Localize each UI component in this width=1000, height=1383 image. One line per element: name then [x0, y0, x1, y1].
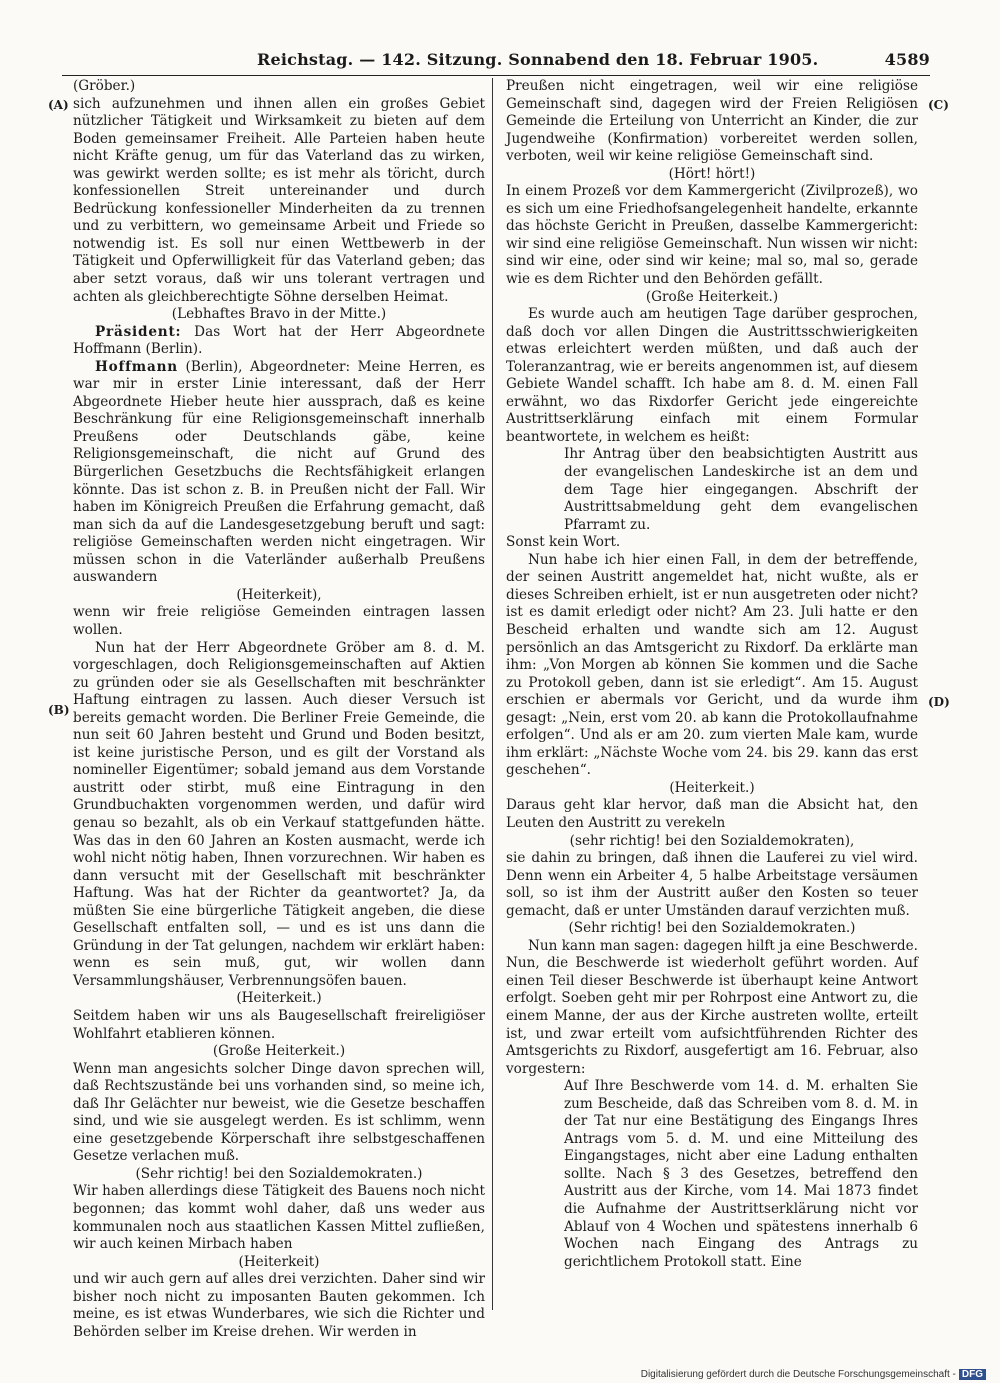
paragraph: Es wurde auch am heutigen Tage darüber gesprochen, daß doch vor allen Dingen die Austrittsschwierigkeiten etwas erleichtert werden müßten, und daß auch der Toleranzantrag, wie er bereits angenommen ist, auf diesem Gebiete Wandel schafft. Ich habe am 8. d. M. einen Fall erwähnt, wo das Rixdorfer Gericht jede eingereichte Austrittserklärung einfach mit einem Formular beantwortete, in welchem es heißt: — [506, 306, 918, 445]
interjection: (Sehr richtig! bei den Sozialdemokraten.) — [135, 1165, 423, 1182]
paragraph: (Gröber.) — [73, 78, 136, 94]
quoted-passage: Auf Ihre Beschwerde vom 14. d. M. erhalten Sie zum Bescheide, daß das Schreiben vom 8. d. M. in der Tat nur eine Bestätigung des Eingangs Ihres Antrags vom 5. d. M. und eine Mitteilung des Eingangstages, nicht aber eine Ladung enthalten sollte. Nach § 3 des Gesetzes, betreffend den Austritt aus der Kirche, vom 14. Mai 1873 findet die Aufnahme der Austrittserklärung nicht vor Ablauf von 4 Wochen und spätestens innerhalb 6 Wochen nach Eingang des Antrags zu gerichtlichem Protokoll statt. Eine — [564, 1078, 918, 1270]
footer-credit — [641, 1369, 986, 1380]
quoted-passage: Ihr Antrag über den beabsichtigten Austritt aus der evangelischen Landeskirche ist an dem und dem Tage hier eingegangen. Abschrift der Austrittsabmeldung geht dem evangelischen Pfarramt zu. — [564, 446, 918, 533]
paragraph: Nun kann man sagen: dagegen hilft ja eine Beschwerde. Nun, die Beschwerde ist wiederholt geführt worden. Auf einen Teil dieser Beschwerde ist überhaupt keine Antwort erfolgt. Soeben geht mir per Rohrpost eine Antwort zu, die einem Manne, der aus der Kirche austreten wollte, erteilt ist, und zwar erteilt vom aufsichtführenden Richter des Amtsgerichts zu Rixdorf, ausgefertigt am 16. Februar, also vorgestern: — [506, 937, 918, 1077]
header-rule — [62, 75, 930, 76]
speaker-paragraph — [73, 359, 485, 587]
interjection: (Lebhaftes Bravo in der Mitte.) — [171, 306, 387, 323]
interjection: (Hört! hört!) — [668, 165, 756, 182]
interjection: (Heiterkeit), — [236, 586, 322, 603]
page-number: 4589 — [884, 50, 930, 69]
speaker-name: Hoffmann — [95, 358, 178, 375]
margin-marker-c: (C) — [928, 98, 949, 112]
speaker-paragraph — [73, 324, 485, 359]
running-title: Reichstag. — 142. Sitzung. Sonnabend den 18. Februar 1905. — [257, 50, 819, 69]
paragraph: wenn wir freie religiöse Gemeinden eintragen lassen wollen. — [73, 604, 485, 638]
footer-text: Digitalisierung gefördert durch die Deutsche Forschungsgemeinschaft - — [640, 1369, 956, 1380]
paragraph: In einem Prozeß vor dem Kammergericht (Zivilprozeß), wo es sich um eine Friedhofsangelegenheit handelte, erkannte das höchste Gericht in Preußen, dasselbe Kammergericht: wir sind eine religiöse Gemeinschaft. Nun wissen wir nicht: sind wir eine, oder sind wir keine; mal so, mal so, gerade wie es dem Richter und den Behörden gefällt. — [506, 183, 918, 288]
interjection: (sehr richtig! bei den Sozialdemokraten), — [569, 832, 855, 849]
right-column — [506, 78, 918, 1271]
paragraph: Nun habe ich hier einen Fall, in dem der betreffende, der seinen Austritt angemeldet hat, nicht wußte, als er dieses Schreiben erhielt, ist er nun ausgetreten oder nicht? ist es damit erledigt oder nicht? Am 23. Juli hatte er den Bescheid erhalten und wandte sich am 12. August persönlich an das Amtsgericht zu Rixdorf. Da erklärte man ihm: „Von Morgen ab können Sie kommen und die Sache zu Protokoll geben, dann ist sie erledigt“. Am 15. August erschien er abermals vor Gericht, und da wurde ihm gesagt: „Nein, erst vom 20. ab kann die Protokollaufnahme erfolgen“. Und als er am 20. zum vierten Male kam, wurde ihm erklärt: „Nächste Woche vom 24. bis 29. kann das erst geschehen“. — [506, 551, 918, 779]
speech-text: Das Wort hat der Herr Abgeordnete Hoffmann (Berlin). — [73, 323, 485, 358]
paragraph: und wir auch gern auf alles drei verzichten. Daher sind wir bisher noch nicht zu imposanten Bauten gekommen. Ich meine, es ist etwas Wunderbares, wie sich die Richter und Behörden selber im Kreise drehen. Wir werden in — [73, 1271, 485, 1340]
column-divider — [492, 78, 493, 1310]
paragraph: Preußen nicht eingetragen, weil wir eine religiöse Gemeinschaft sind, dagegen wird der Freien Religiösen Gemeinde die Erteilung von Unterricht an Kinder, die zur Jugendweihe (Konfirmation) vorbereitet werden sollen, verboten, weil wir keine religiöse Gemeinschaft sind. — [506, 78, 918, 165]
paragraph: Seitdem haben wir uns als Baugesellschaft freireligiöser Wohlfahrt etablieren können. — [73, 1007, 485, 1042]
paragraph: Wenn man angesichts solcher Dinge davon sprechen will, daß Rechtszustände bei uns vorhanden sind, so meine ich, daß Ihr Gelächter nur beweist, wie die Gesetze beschaffen sind, und wie sie ausgelegt werden. Es ist schlimm, wenn eine gesetzgebende Körperschaft ihre selbstgeschaffenen Gesetze verlachen muß. — [73, 1060, 485, 1165]
dfg-logo: DFG — [959, 1369, 986, 1380]
paragraph: sich aufzunehmen und ihnen allen ein großes Gebiet nützlicher Tätigkeit und Wirksamkeit zu bieten auf dem Boden gemeinsamer Freiheit. Alle Parteien haben heute nicht Kräfte genug, um für das Vaterland das zu wirken, was gewirkt werden sollte; es ist mehr als töricht, durch konfessionellen Streit untereinander und durch Bedrückung konfessioneller Minderheiten da zu trennen und zu verbittern, wo gemeinsame Arbeit und Friede so notwendig ist. Es soll nur einen Wettbewerb in der Tätigkeit und Opferwilligkeit für das Vaterland geben; das aber setzt voraus, daß wir uns tolerant vertragen und achten als gleichberechtigte Söhne derselben Heimat. — [73, 95, 485, 305]
speech-text: (Berlin), Abgeordneter: Meine Herren, es war mir in erster Linie interessant, daß der Herr Abgeordnete Hieber heute hier aussprach, daß es keine Beschränkung für eine Religionsgemeinschaft innerhalb Preußens oder Deutschlands gäbe, keine Religionsgemeinschaft, die nicht auf Grund des Bürgerlichen Gesetzbuchs die Rechtsfähigkeit erlangen könnte. Das ist schon z. B. in Preußen nicht der Fall. Wir haben im Königreich Preußen die Erfahrung gemacht, daß man sich da auf die Landesgesetzgebung beruft und sagt: religiöse Gemeinschaften werden nicht eingetragen. Wir müssen schon in die Vaterländer außerhalb Preußens auswandern — [73, 358, 485, 586]
paragraph: Nun hat der Herr Abgeordnete Gröber am 8. d. M. vorgeschlagen, doch Religionsgemeinschaften auf Aktien zu gründen oder sie als Gesellschaften mit beschränkter Haftung eintragen zu lassen. Auch dieser Versuch ist bereits gemacht worden. Die Berliner Freie Gemeinde, die nun seit 60 Jahren besteht und Grund und Boden besitzt, ist keine juristische Person, und es gilt der Vorstand als nomineller Eigentümer; sobald jemand aus dem Vorstande austritt oder stirbt, muß eine Eintragung in den Grundbuchakten vorgenommen werden, und dafür wird genau so bezahlt, als ob ein Verkauf stattgefunden hätte. Was das in den 60 Jahren an Kosten ausmacht, werde ich wohl nicht nötig haben, Ihnen vorzurechnen. Wir haben es dann versucht mit der Gesellschaft mit beschränkter Haftung. Was hat der Richter da geantwortet? Ja, da müßten Sie eine bürgerliche Tätigkeit angeben, die diese Gesellschaft entfalten soll, — und es ist uns dann die Gründung in der Tat gelungen, nachdem wir erklärt haben: wenn es sein muß, gut, wir wollen dann Versammlungshäuser, Verbrennungsöfen bauen. — [73, 639, 485, 989]
paragraph: Wir haben allerdings diese Tätigkeit des Bauens noch nicht begonnen; das kommt wohl daher, daß uns weder aus kommunalen noch aus staatlichen Kassen Mittel zufließen, wir auch keinen Mirbach haben — [73, 1183, 485, 1253]
interjection: (Heiterkeit.) — [236, 990, 322, 1007]
paragraph: sie dahin zu bringen, daß ihnen die Lauferei zu viel wird. Denn wenn ein Arbeiter 4, 5 halbe Arbeitstage versäumen soll, so ist ihm der Austritt außer den Kosten so teuer gemacht, daß er unter Umständen darauf verzichten muß. — [506, 850, 918, 919]
paragraph: Daraus geht klar hervor, daß man die Absicht hat, den Leuten den Austritt zu verekeln — [506, 797, 918, 831]
margin-marker-b: (B) — [48, 703, 70, 717]
interjection: (Große Heiterkeit.) — [645, 288, 779, 305]
margin-marker-a: (A) — [48, 98, 69, 112]
interjection: (Heiterkeit.) — [669, 779, 755, 796]
page-header — [62, 48, 930, 72]
margin-marker-d: (D) — [928, 695, 950, 709]
paragraph: Sonst kein Wort. — [506, 534, 621, 551]
speaker-name: Präsident: — [95, 323, 182, 340]
interjection: (Große Heiterkeit.) — [212, 1043, 346, 1060]
interjection: (Sehr richtig! bei den Sozialdemokraten.) — [568, 920, 856, 937]
left-column — [73, 78, 485, 1341]
interjection: (Heiterkeit) — [238, 1253, 320, 1270]
